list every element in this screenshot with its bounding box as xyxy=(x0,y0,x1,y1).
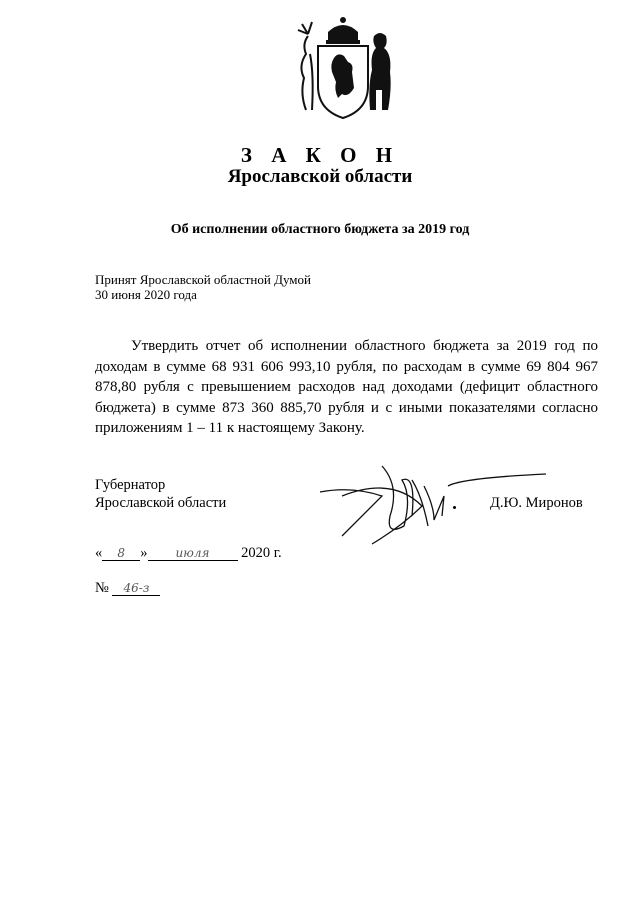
number-label: № xyxy=(95,580,109,596)
signing-date xyxy=(95,545,282,562)
position-line: Ярославской области xyxy=(95,495,227,511)
date-open-quote: « xyxy=(95,545,103,561)
date-month: июля xyxy=(148,546,238,561)
adoption-block xyxy=(95,272,311,302)
date-close-quote: » xyxy=(140,545,148,561)
signature-dot xyxy=(453,506,456,509)
document-subject: Об исполнении областного бюджета за 2019 год xyxy=(170,222,470,237)
adoption-date: 30 июня 2020 года xyxy=(95,287,197,302)
date-day: 8 xyxy=(102,546,140,561)
position-line: Губернатор xyxy=(95,477,166,493)
bear-shield-icon xyxy=(331,54,354,98)
coat-of-arms-emblem xyxy=(288,14,398,124)
number-value: 46-з xyxy=(112,581,160,596)
bear-supporter-icon xyxy=(369,33,390,110)
governor-name: Д.Ю. Миронов xyxy=(490,495,583,511)
law-body-paragraph: Утвердить отчет об исполнении областного бюджета за 2019 год по доходам в сумме 68 931 606 993,10 рубля, по расходам в сумме 69 804 967 878,80 рубля с превышением расходов над доходами (дефицит областного бюджета) в сумме 873 360 885,70 рубля и с иными показателями согласно приложениям 1 – 11 к настоящему Закону. xyxy=(95,338,598,436)
deer-supporter-icon xyxy=(298,22,313,110)
crown-icon xyxy=(326,17,360,44)
adoption-line: Принят Ярославской областной Думой xyxy=(95,272,311,287)
document-region: Ярославской области xyxy=(227,166,413,187)
document-title: З А К О Н xyxy=(240,143,400,167)
date-year: 2020 г. xyxy=(241,545,282,561)
law-number xyxy=(95,580,160,597)
governor-position xyxy=(95,476,226,512)
